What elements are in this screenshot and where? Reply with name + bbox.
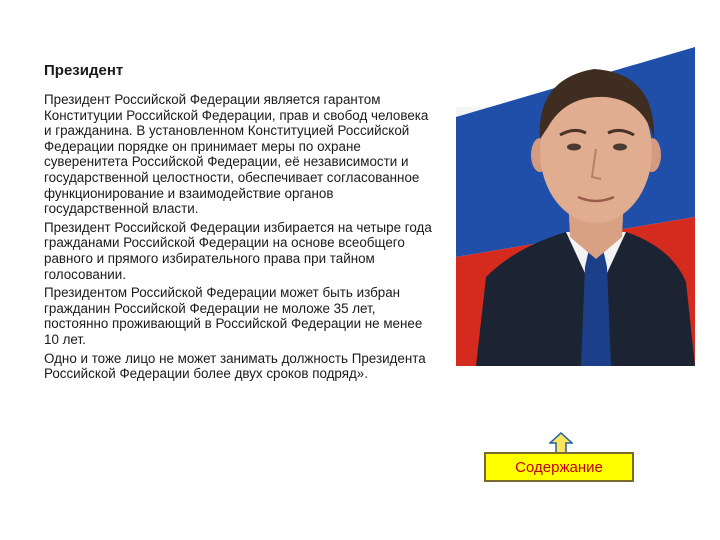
slide-title: Президент [44,62,124,79]
paragraph: Президент Российской Федерации избирается на четыре года гражданами Российской Федерации на основе всеобщего равного и прямого избирательного права при тайном голосовании. [44,219,432,282]
paragraph: Президент Российской Федерации является гарантом Конституции Российской Федерации, прав и свобод человека и гражданина. В установленном Конституцией Российской Федерации порядке он принимает меры по охране суверенитета Российской Федерации, её независимости и государственной целостности, обеспечивает согласованное функционирование и взаимодействие органов государственной власти. [44,92,429,217]
paragraph: Президентом Российской Федерации может быть избран гражданин Российской Федерации не моложе 35 лет, постоянно проживающий в Российской Федерации не менее 10 лет. [44,285,423,347]
paragraph: Одно и тоже лицо не может занимать должность Президента Российской Федерации более двух сроков подряд». [44,350,426,382]
contents-button-label: Содержание [515,458,603,476]
president-portrait [456,27,695,366]
up-arrow-icon[interactable] [549,432,573,454]
slide-body-text [44,92,436,385]
contents-button[interactable] [484,452,634,482]
contents-nav [484,432,638,484]
